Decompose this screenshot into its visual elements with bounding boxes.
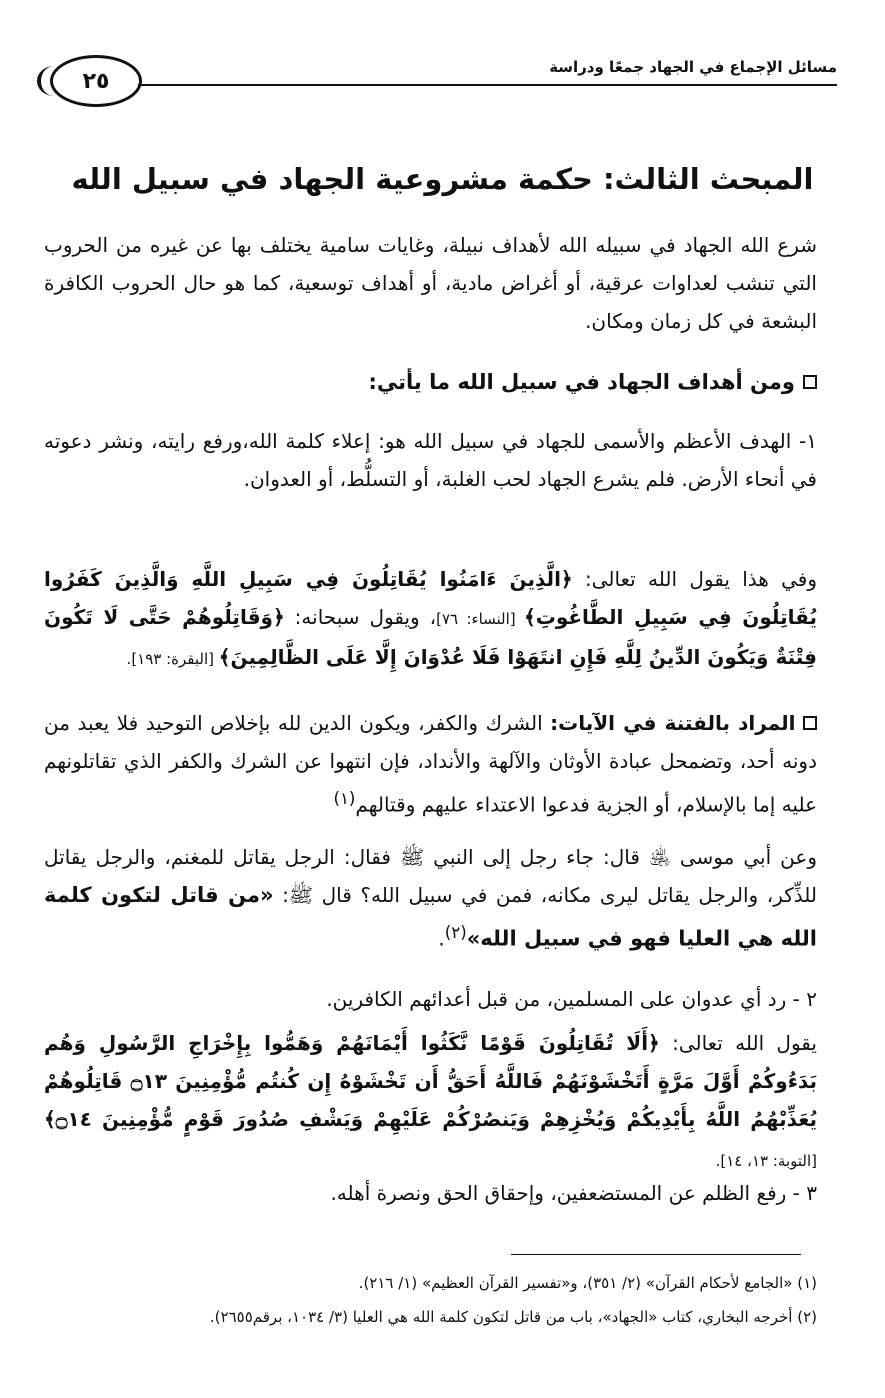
hadith-quote: «من قاتل لتكون كلمة الله هي العليا فهو في سبيل الله» <box>44 883 817 951</box>
quran-verse-tawba: ﴿أَلَا تُقَاتِلُونَ قَوْمًا نَّكَثُوا أَيْمَانَهُمْ وَهَمُّوا بِإِخْرَاجِ الرَّسُولِ وَهُم بَدَءُوكُمْ أَوَّلَ مَرَّةٍ أَتَخْشَوْنَهُمْ فَاللَّهُ أَحَقُّ أَن تَخْشَوْهُ إِن كُنتُم مُّؤْمِنِينَ ۝١٣ قَاتِلُوهُمْ يُعَذِّبْهُمُ اللَّهُ بِأَيْدِيكُمْ وَيُخْزِهِمْ وَيَنصُرْكُمْ عَلَيْهِمْ وَيَشْفِ صُدُورَ قَوْمٍ مُّؤْمِنِينَ ۝١٤﴾ <box>44 1031 817 1131</box>
goals-heading-text: ومن أهداف الجهاد في سبيل الله ما يأتي: <box>368 370 795 394</box>
verses-lead: وفي هذا يقول الله تعالى: <box>572 567 817 591</box>
running-title: مسائل الإجماع في الجهاد جمعًا ودراسة <box>549 58 837 76</box>
hadith-paragraph: وعن أبي موسى ﵁ قال: جاء رجل إلى النبي ﷺ فقال: الرجل يقاتل للمغنم، والرجل يقاتل للذِّكر، والرجل يقاتل ليرى مكانه، فمن في سبيل الله؟ قال ﷺ: «من قاتل لتكون كلمة الله هي العليا فهو في سبيل الله»$^{(٢)}$. <box>44 845 817 951</box>
footnote-1: (١) «الجامع لأحكام القرآن» (٢/ ٣٥١)، و«تفسير القرآن العظيم» (١/ ٢١٦). <box>358 1274 817 1292</box>
verse-ref-nisa: [النساء: ٧٦] <box>436 610 525 628</box>
goal-2-verses-paragraph <box>44 1024 817 1180</box>
footnote-separator <box>511 1254 801 1255</box>
hadith-lead: وعن أبي موسى ﵁ قال: جاء رجل إلى النبي ﷺ فقال: الرجل يقاتل للمغنم، والرجل يقاتل للذِّكر، والرجل يقاتل ليرى مكانه، فمن في سبيل الله؟ قال ﷺ: <box>44 845 817 907</box>
intro-paragraph: شرع الله الجهاد في سبيله الله لأهداف نبيلة، وغايات سامية يختلف بها عن غيره من الحروب التي تنشب لعداوات عرقية، أو أغراض مادية، أو أهداف توسعية، كما هو حال الحروب الكافرة البشعة في كل زمان ومكان. <box>44 233 817 333</box>
verse-ref-baqara: [البقرة: ١٩٣]. <box>126 650 219 668</box>
page-number-badge <box>50 55 142 107</box>
verse-ref-tawba: [التوبة: ١٣، ١٤]. <box>715 1152 817 1170</box>
section-title: المبحث الثالث: حكمة مشروعية الجهاد في سبيل الله <box>71 162 814 196</box>
footnote-marker-1: (١) <box>333 789 356 808</box>
quran-verse-nisa: ﴿الَّذِينَ ءَامَنُوا يُقَاتِلُونَ فِي سَبِيلِ اللَّهِ وَالَّذِينَ كَفَرُوا يُقَاتِلُونَ فِي سَبِيلِ الطَّاغُوتِ﴾ <box>44 567 817 629</box>
square-bullet-icon <box>803 375 817 389</box>
footnotes <box>44 1266 817 1334</box>
goal-1-verses-paragraph <box>44 560 817 678</box>
fitna-paragraph <box>44 704 817 824</box>
footnote-marker-2: (٢) <box>444 923 467 942</box>
goal-2-paragraph: ٢ - رد أي عدوان على المسلمين، من قبل أعدائهم الكافرين. <box>326 987 817 1011</box>
footnote-2: (٢) أخرجه البخاري، كتاب «الجهاد»، باب من قاتل لتكون كلمة الله هي العليا (٣/ ١٠٣٤، برقم٢٦٥٥). <box>209 1308 817 1326</box>
fitna-text: الشرك والكفر، ويكون الدين لله بإخلاص التوحيد فلا يعبد من دونه أحد، وتضمحل عبادة الأوثان والآلهة والأنداد، فإن انتهوا عن الشرك والكفر الذي تقاتلونهم عليه إما بالإسلام، أو الجزية فدعوا الاعتداء عليهم وقتالهم <box>44 711 817 817</box>
goal-1-paragraph: ١- الهدف الأعظم والأسمى للجهاد في سبيل الله هو: إعلاء كلمة الله،ورفع رايته، ونشر دعوته في أنحاء الأرض. فلم يشرع الجهاد لحب الغلبة، أو التسلُّط، أو العدوان. <box>44 429 817 491</box>
fitna-label: المراد بالفتنة في الآيات: <box>550 711 796 735</box>
square-bullet-icon <box>803 716 817 730</box>
page-number: ٢٥ <box>82 68 110 94</box>
verses-mid: ، ويقول سبحانه: <box>284 605 437 629</box>
goals-heading <box>369 370 817 394</box>
goal-3-paragraph: ٣ - رفع الظلم عن المستضعفين، وإحقاق الحق ونصرة أهله. <box>330 1181 817 1205</box>
quran-verse-baqara: ﴿وَقَاتِلُوهُمْ حَتَّى لَا تَكُونَ فِتْنَةٌ وَيَكُونَ الدِّينُ لِلَّهِ فَإِنِ انتَهَوْا فَلَا عُدْوَانَ إِلَّا عَلَى الظَّالِمِينَ﴾ <box>44 605 817 669</box>
header-rule <box>138 84 837 86</box>
verses-lead-2: يقول الله تعالى: <box>659 1031 817 1055</box>
